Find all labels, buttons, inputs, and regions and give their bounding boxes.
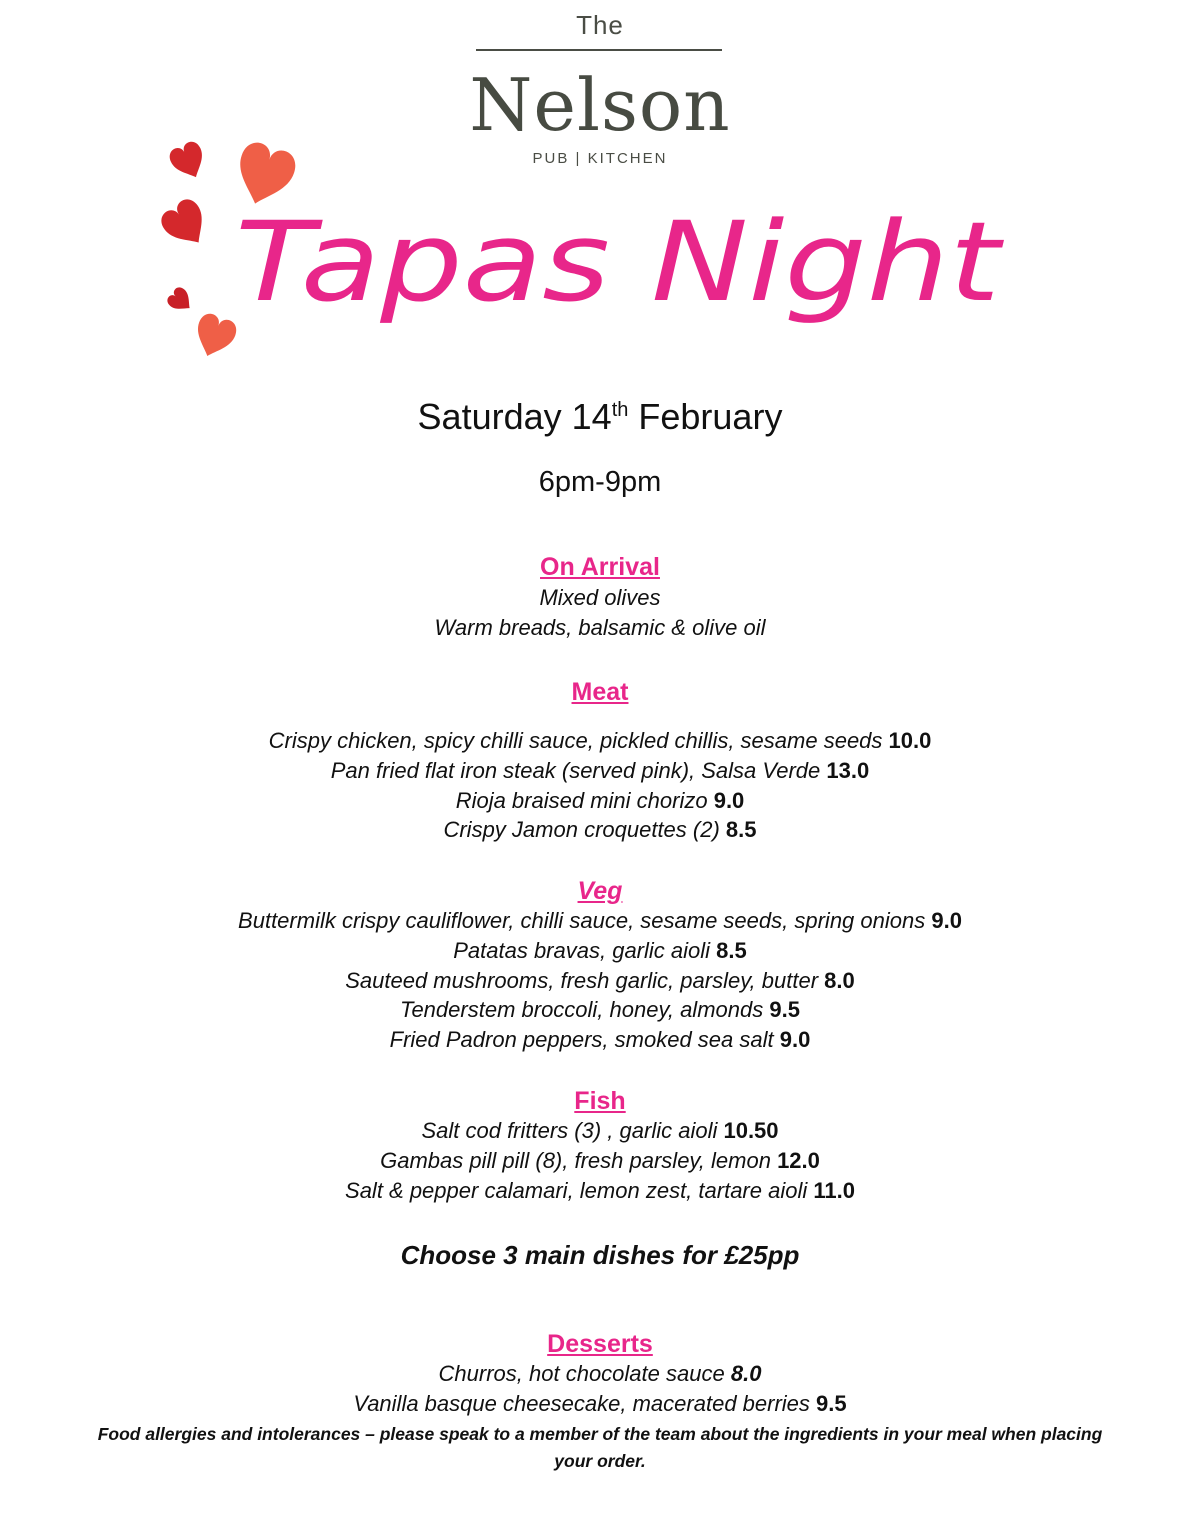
menu-item [0, 815, 1200, 845]
menu-item [0, 1116, 1200, 1146]
menu-item-name: Fried Padron peppers, smoked sea salt [389, 1027, 774, 1053]
menu-item [0, 966, 1200, 996]
section-heading-desserts: Desserts [547, 1330, 653, 1358]
menu-item-name: Sauteed mushrooms, fresh garlic, parsley, butter [345, 967, 819, 993]
heart-icon [157, 195, 216, 254]
menu-item-price: 8.0 [730, 1361, 762, 1386]
menu-item [0, 906, 1200, 936]
menu-item-name: Salt cod fritters (3) , garlic aioli [421, 1118, 718, 1143]
menu-item-price: 9.0 [931, 908, 962, 933]
menu-item-price: 9.5 [769, 997, 800, 1023]
logo-name: Nelson [469, 63, 731, 147]
section-desserts [0, 1329, 1200, 1419]
menu-item [0, 1389, 1200, 1419]
offer-text: Choose 3 main dishes for £25pp [400, 1240, 800, 1270]
menu-item-name: Salt & pepper calamari, lemon zest, tartare aioli [345, 1177, 808, 1203]
logo-subtitle: PUB | KITCHEN [532, 150, 668, 167]
menu-item [0, 726, 1200, 756]
menu-item-price: 9.0 [713, 787, 745, 813]
event-date-day: Saturday 14 [417, 396, 612, 437]
event-time: 6pm-9pm [538, 466, 662, 498]
menu-item [0, 995, 1200, 1025]
menu-item-price: 8.5 [725, 817, 757, 843]
section-meat [0, 677, 1200, 845]
menu-item-price: 10.50 [723, 1118, 779, 1143]
menu-item-price: 10.0 [888, 728, 932, 753]
menu-item-price: 13.0 [826, 757, 870, 783]
menu-item-name: Patatas bravas, garlic aioli [453, 937, 711, 963]
menu-item-name: Vanilla basque cheesecake, macerated berries [353, 1390, 810, 1416]
menu-item [0, 786, 1200, 816]
heart-icon [167, 139, 211, 184]
event-date-month: February [638, 396, 783, 437]
heart-icon [165, 285, 197, 316]
section-arrival [0, 552, 1200, 643]
menu-item: Warm breads, balsamic & olive oil [434, 614, 766, 640]
menu-item [0, 1146, 1200, 1176]
section-heading-meat: Meat [571, 678, 629, 706]
menu-item-name: Gambas pill pill (8), fresh parsley, lemon [380, 1147, 771, 1173]
logo-divider [476, 49, 722, 51]
menu-item [0, 1359, 1200, 1389]
menu-item-price: 11.0 [813, 1177, 855, 1203]
menu-item-name: Buttermilk crispy cauliflower, chilli sauce, sesame seeds, spring onions [238, 908, 926, 933]
section-veg [0, 876, 1200, 1055]
logo-the: The [576, 10, 624, 40]
event-date-ordinal: th [611, 399, 629, 421]
menu-item-price: 9.5 [816, 1390, 847, 1416]
menu-item [0, 1176, 1200, 1206]
menu-item: Mixed olives [539, 585, 661, 610]
allergy-notice: Food allergies and intolerances – please speak to a member of the team about the ingredients in your meal when placing your order. [97, 1424, 1103, 1471]
menu-item [0, 936, 1200, 966]
menu-item [0, 1025, 1200, 1055]
menu-item-price: 12.0 [777, 1147, 820, 1173]
menu-item-name: Rioja braised mini chorizo [455, 787, 708, 813]
menu-item-price: 8.0 [824, 967, 855, 993]
event-date [0, 396, 1200, 438]
menu-item-name: Pan fried flat iron steak (served pink), Salsa Verde [330, 757, 821, 783]
menu-item-name: Crispy chicken, spicy chilli sauce, pickled chillis, sesame seeds [268, 728, 883, 753]
menu-item-name: Crispy Jamon croquettes (2) [443, 817, 720, 843]
menu-item-price: 8.5 [716, 937, 747, 963]
section-heading-veg: Veg [577, 877, 623, 905]
section-fish [0, 1086, 1200, 1205]
event-title-text: Tapas Night [235, 200, 1005, 326]
event-title [230, 200, 1010, 370]
menu-item-name: Tenderstem broccoli, honey, almonds [400, 997, 764, 1023]
menu-item-price: 9.0 [779, 1027, 811, 1053]
menu-item [0, 756, 1200, 786]
section-heading-arrival: On Arrival [540, 553, 660, 581]
section-heading-fish: Fish [574, 1087, 626, 1115]
menu-item-name: Churros, hot chocolate sauce [438, 1361, 725, 1386]
